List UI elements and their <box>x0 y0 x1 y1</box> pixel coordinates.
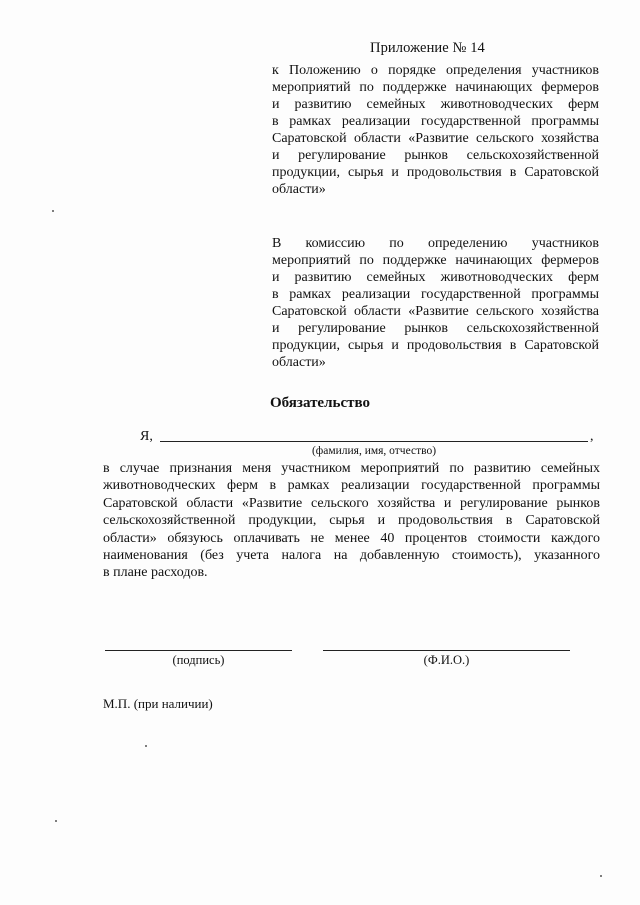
addressee-line: и развитию семейных животноводческих ферм <box>272 270 599 285</box>
signer-name-caption: (Ф.И.О.) <box>423 653 470 667</box>
scan-speck <box>145 745 147 747</box>
appendix-reference-line: области» <box>272 182 326 197</box>
appendix-reference-line: мероприятий по поддержке начинающих фермеров <box>272 80 599 95</box>
obligation-line: наименования (без учета налога на добавленную стоимость), указанного <box>103 547 600 563</box>
obligation-line: животноводческих ферм в рамках реализации государственной программы <box>103 478 600 494</box>
addressee-line: В комиссию по определению участников <box>272 236 599 251</box>
addressee-block <box>272 235 599 371</box>
addressee-line: в рамках реализации государственной программы <box>272 287 599 302</box>
appendix-reference-line: Саратовской области «Развитие сельского хозяйства <box>272 131 599 146</box>
appendix-reference-line: и развитию семейных животноводческих ферм <box>272 97 599 112</box>
addressee-line: мероприятий по поддержке начинающих фермеров <box>272 253 599 268</box>
appendix-reference <box>272 62 599 198</box>
addressee-line: и регулирование рынков сельскохозяйственной <box>272 321 599 336</box>
obligation-line: Саратовской области «Развитие сельского хозяйства и регулирование рынков <box>103 495 600 511</box>
obligation-text <box>103 460 600 582</box>
appendix-reference-line: продукции, сырья и продовольствия в Саратовской <box>272 165 599 180</box>
appendix-reference-line: и регулирование рынков сельскохозяйственной <box>272 148 599 163</box>
appendix-number: Приложение № 14 <box>370 40 485 56</box>
addressee-line: Саратовской области «Развитие сельского хозяйства <box>272 304 599 319</box>
signature-field[interactable] <box>105 650 292 651</box>
addressee-line: продукции, сырья и продовольствия в Саратовской <box>272 338 599 353</box>
scan-speck <box>55 820 57 822</box>
scan-speck <box>52 210 54 212</box>
appendix-reference-line: к Положению о порядке определения участников <box>272 63 599 78</box>
full-name-field[interactable] <box>160 441 588 442</box>
signature-caption: (подпись) <box>172 653 225 667</box>
obligation-line: области» обязуюсь оплачивать не менее 40 процентов стоимости каждого <box>103 530 600 546</box>
obligation-line: в плане расходов. <box>103 565 208 581</box>
addressee-line: области» <box>272 355 326 370</box>
obligation-line: сельскохозяйственной продукции, сырья и продовольствия в Саратовской <box>103 513 600 529</box>
signer-name-field[interactable] <box>323 650 570 651</box>
pronoun-label: Я, <box>140 429 153 444</box>
scan-speck <box>600 875 602 877</box>
obligation-line: в случае признания меня участником мероприятий по развитию семейных <box>103 461 600 476</box>
appendix-reference-line: в рамках реализации государственной программы <box>272 114 599 129</box>
seal-note: М.П. (при наличии) <box>103 696 213 711</box>
full-name-caption: (фамилия, имя, отчество) <box>311 445 437 457</box>
name-comma: , <box>590 429 594 444</box>
document-title: Обязательство <box>270 395 370 411</box>
